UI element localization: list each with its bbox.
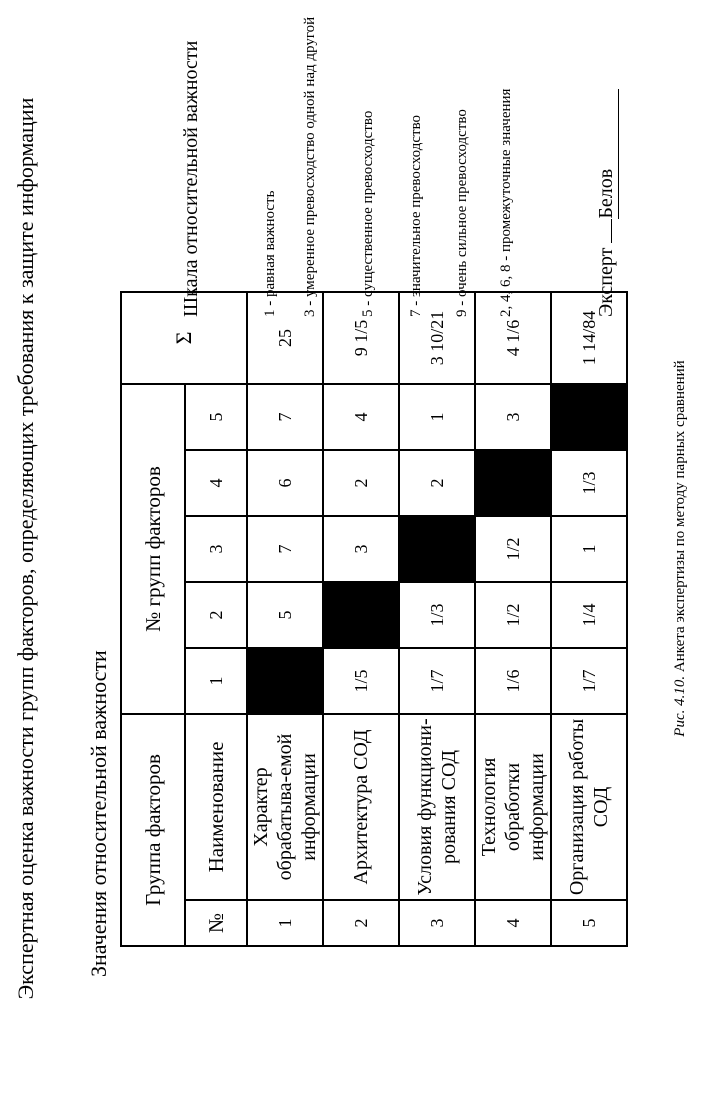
figure-caption-text: Анкета экспертизы по методу парных сравнений <box>672 360 688 673</box>
diagonal-cell <box>399 516 475 582</box>
comparison-cell: 1/7 <box>399 648 475 714</box>
scale-item: 9 - очень сильное превосходство <box>454 109 470 317</box>
row-name: Технология обработки информации <box>475 714 551 900</box>
factor-number: 5 <box>185 384 247 450</box>
row-sum: 3 10/21 <box>399 292 475 384</box>
scale-item: 2, 4, 6, 8 - промежуточные значения <box>498 88 514 317</box>
scale-title: Шкала относительной важности <box>180 40 202 317</box>
header-factors: № групп факторов <box>121 384 185 714</box>
row-sum: 25 <box>247 292 323 384</box>
comparison-cell: 6 <box>247 450 323 516</box>
header-group: Группа факторов <box>121 714 185 946</box>
comparison-cell: 7 <box>247 384 323 450</box>
expert-name: Белов <box>595 89 619 219</box>
table-row <box>323 292 399 946</box>
table-row <box>247 292 323 946</box>
scale-item: 5 - существенное превосходство <box>360 110 376 317</box>
table-caption: Значения относительной важности <box>86 650 111 977</box>
scale-item: 7 - значительное превосходство <box>408 114 424 317</box>
comparison-cell: 3 <box>323 516 399 582</box>
row-number: 2 <box>323 900 399 946</box>
comparison-cell: 4 <box>323 384 399 450</box>
comparison-cell: 7 <box>247 516 323 582</box>
row-number: 1 <box>247 900 323 946</box>
diagonal-cell <box>323 582 399 648</box>
header-sum: Σ <box>121 292 247 384</box>
factor-number: 2 <box>185 582 247 648</box>
comparison-cell: 2 <box>399 450 475 516</box>
row-name: Архитектура СОД <box>323 714 399 900</box>
row-number: 4 <box>475 900 551 946</box>
factor-number: 1 <box>185 648 247 714</box>
row-sum: 1 14/84 <box>551 292 627 384</box>
expert-label: Эксперт <box>595 247 617 317</box>
comparison-cell: 2 <box>323 450 399 516</box>
page-title: Экспертная оценка важности групп факторов, определяющих требования к защите информации <box>13 97 38 1000</box>
comparison-cell: 1/3 <box>399 582 475 648</box>
signature-underline <box>593 219 612 243</box>
expert-signature <box>593 89 619 317</box>
figure-caption <box>672 0 689 1097</box>
comparison-cell: 1/6 <box>475 648 551 714</box>
comparison-cell: 5 <box>247 582 323 648</box>
comparison-cell: 1/3 <box>551 450 627 516</box>
scale-item: 3 - умеренное превосходство одной над другой <box>302 16 318 317</box>
figure-number: Рис. 4.10. <box>672 675 688 737</box>
comparison-cell: 1/5 <box>323 648 399 714</box>
row-name: Характер обрабатыва-емой информации <box>247 714 323 900</box>
row-number: 5 <box>551 900 627 946</box>
scale-item: 1 - равная важность <box>262 190 278 317</box>
pairwise-comparison-table <box>120 291 628 947</box>
header-name: Наименование <box>185 714 247 900</box>
row-number: 3 <box>399 900 475 946</box>
comparison-cell: 1 <box>399 384 475 450</box>
comparison-cell: 3 <box>475 384 551 450</box>
factor-number: 4 <box>185 450 247 516</box>
comparison-cell: 1/2 <box>475 516 551 582</box>
row-name: Условия функциони-рования СОД <box>399 714 475 900</box>
diagonal-cell <box>551 384 627 450</box>
comparison-cell: 1/2 <box>475 582 551 648</box>
comparison-cell: 1 <box>551 516 627 582</box>
factor-number: 3 <box>185 516 247 582</box>
table-row <box>551 292 627 946</box>
row-sum: 4 1/6 <box>475 292 551 384</box>
diagonal-cell <box>475 450 551 516</box>
header-no: № <box>185 900 247 946</box>
comparison-cell: 1/7 <box>551 648 627 714</box>
comparison-cell: 1/4 <box>551 582 627 648</box>
table-row <box>399 292 475 946</box>
row-sum: 9 1/5 <box>323 292 399 384</box>
diagonal-cell <box>247 648 323 714</box>
table-row <box>475 292 551 946</box>
row-name: Организация работы СОД <box>551 714 627 900</box>
